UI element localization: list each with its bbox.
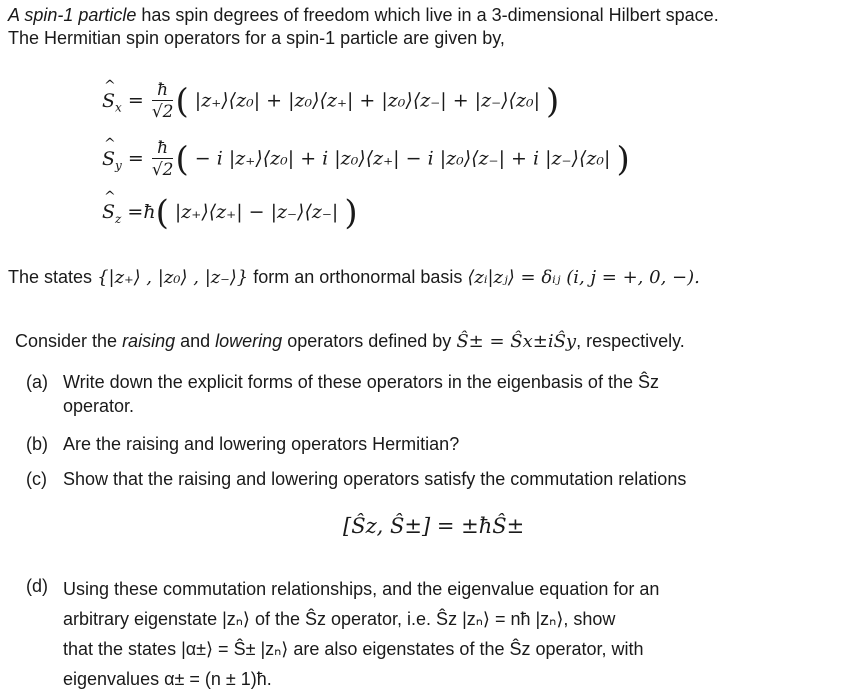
intro-line-1-rest: has spin degrees of freedom which live in a 3-dimensional Hilbert space. bbox=[136, 5, 719, 25]
sy-body: − i |z₊⟩⟨z₀| + i |z₀⟩⟨z₊| − i |z₀⟩⟨z₋| + i |z₋⟩⟨z₀| bbox=[194, 147, 611, 170]
basis-set: {|z₊⟩ , |z₀⟩ , |z₋⟩} bbox=[97, 267, 249, 288]
sz-operator: ^ S bbox=[102, 201, 115, 223]
sy-operator: ^ S bbox=[102, 148, 115, 170]
intro-emphasis: A spin-1 particle bbox=[8, 5, 137, 25]
intro-line-2: The Hermitian spin operators for a spin-1 particle are given by, bbox=[8, 28, 505, 48]
part-d-text: Using these commutation relationships, and the eigenvalue equation for an arbitrary eigenstate |zₙ⟩ of the Ŝz operator, i.e. Ŝz |zₙ⟩ = nħ |zₙ⟩, show that the states |α±⟩ = Ŝ± |zₙ⟩ are also eigenstates of the Ŝz operator, with eigenvalues α± = (n ± 1)ħ. bbox=[63, 579, 660, 689]
raising-term: raising bbox=[122, 331, 176, 351]
orthonormal-relation: ⟨zᵢ|zⱼ⟩ = δᵢⱼ (i, j = +, 0, −). bbox=[467, 267, 700, 288]
sx-equation: ^ $S_x$ = $\frac{ħ}{√2}$ ( |z₊⟩⟨z₀| + |z₀⟩⟨z₊| + |z₀⟩⟨z₋| + |z₋⟩⟨z₀| ) bbox=[102, 80, 559, 123]
sx-body: |z₊⟩⟨z₀| + |z₀⟩⟨z₊| + |z₀⟩⟨z₋| + |z₋⟩⟨z₀| bbox=[194, 89, 540, 112]
part-a-text: Write down the explicit forms of these operators in the eigenbasis of the Ŝz operator. bbox=[63, 372, 659, 416]
sy-equals: = bbox=[127, 147, 144, 170]
part-b-text: Are the raising and lowering operators Hermitian? bbox=[63, 434, 460, 454]
sx-operator: ^ S bbox=[102, 90, 115, 112]
part-d-label: (d) bbox=[26, 576, 48, 596]
basis-statement: The states {|z₊⟩ , |z₀⟩ , |z₋⟩} form an orthonormal basis ⟨zᵢ|zⱼ⟩ = δᵢⱼ (i, j = +, 0, −). bbox=[8, 267, 700, 288]
sz-equation: ^ $S_z$ =ħ( |z₊⟩⟨z₊| − |z₋⟩⟨z₋| ) bbox=[102, 198, 358, 228]
sy-subscript: y bbox=[115, 158, 122, 173]
sy-prefactor: $\frac{ħ}{√2}$ bbox=[151, 138, 174, 180]
part-c-label: (c) bbox=[26, 469, 47, 489]
sx-equals: = bbox=[127, 89, 144, 112]
consider-statement: Consider the raising and lowering operators defined by Ŝ± = Ŝx±iŜy, respectively. bbox=[15, 331, 685, 352]
sz-equals: = bbox=[127, 201, 144, 223]
intro-line-1 bbox=[8, 4, 719, 26]
sx-prefactor: $\frac{ħ}{√2}$ bbox=[151, 80, 174, 122]
lowering-term: lowering bbox=[215, 331, 283, 351]
sy-equation: ^ $S_y$ = $\frac{ħ}{√2}$ ( − i |z₊⟩⟨z₀| + i |z₀⟩⟨z₊| − i |z₀⟩⟨z₋| + i |z₋⟩⟨z₀| ) bbox=[102, 138, 630, 181]
sz-hbar: ħ bbox=[143, 201, 156, 223]
sz-subscript: z bbox=[115, 211, 122, 226]
part-c-text: Show that the raising and lowering operators satisfy the commutation relations bbox=[63, 469, 687, 489]
part-b-label: (b) bbox=[26, 434, 48, 454]
commutation-relation: [Ŝz, Ŝ±] = ±ħŜ± bbox=[343, 514, 525, 538]
sz-body: |z₊⟩⟨z₊| − |z₋⟩⟨z₋| bbox=[174, 201, 339, 223]
sx-subscript: x bbox=[115, 100, 122, 115]
part-a-label: (a) bbox=[26, 372, 48, 392]
ladder-definition: Ŝ± = Ŝx±iŜy bbox=[456, 331, 577, 352]
